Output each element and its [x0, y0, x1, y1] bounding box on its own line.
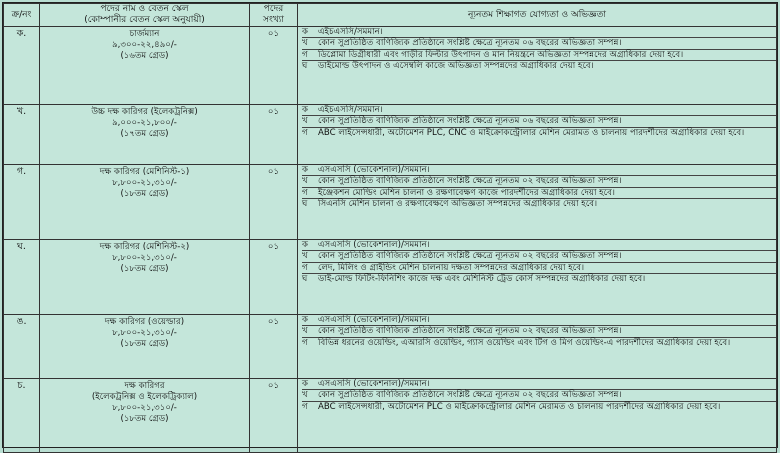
post-scale: ৯,৩০০-২২,৪৯০/-	[112, 40, 177, 50]
post-grade: (১৮তম গ্রেড)	[120, 414, 169, 424]
item-text: এইচএসসি/সমমান।	[318, 105, 383, 115]
item-text: কোন সুপ্রতিষ্ঠিত বাণিজ্যিক প্রতিষ্ঠানে সংশ্লিষ্ট ক্ষেত্রে ন্যূনতম ০২ বছরের অভিজ্ঞতা সম্পন্ন।	[318, 176, 622, 187]
post-cell	[40, 105, 250, 165]
item-key: ক	[302, 27, 309, 37]
qualification-item	[302, 390, 776, 401]
item-text: বিভিন্ন ধরনের ওয়েল্ডিং, এআরসি ওয়েল্ডিং, গ্যাস ওয়েল্ডিং এবং টিগ ও মিগ ওয়েল্ডিং-এ পারদর্শীদের অগ্রাধিকার দেয়া হবে।	[318, 337, 731, 348]
item-key: গ	[302, 187, 308, 198]
table-header-row	[4, 4, 777, 27]
post-count: ০১	[250, 165, 298, 240]
post-cell	[40, 315, 250, 379]
header-post-name	[40, 4, 250, 27]
qualification-item	[302, 402, 776, 412]
qualification-item	[302, 176, 776, 187]
qualification-item	[302, 50, 776, 61]
post-scale: ৯,০০০-২১,৮০০/-	[112, 118, 177, 128]
item-text: কোন সুপ্রতিষ্ঠিত বাণিজ্যিক প্রতিষ্ঠানে সংশ্লিষ্ট ক্ষেত্রে ন্যূনতম ০৬ বছরের অভিজ্ঞতা সম্পন্ন।	[318, 116, 622, 127]
post-grade: (১৮তম গ্রেড)	[120, 339, 169, 349]
item-text: এসএসসি (ভোকেশনাল)/সমমান।	[318, 315, 430, 325]
post-title: উচ্চ দক্ষ কারিগর (ইলেকট্রনিক্স)	[91, 107, 198, 117]
post-title: দক্ষ কারিগর (মেশিনিস্ট-১)	[99, 167, 190, 177]
item-text: কোন সুপ্রতিষ্ঠিত বাণিজ্যিক প্রতিষ্ঠানে সংশ্লিষ্ট ক্ষেত্রে ন্যূনতম ০২ বছরের অভিজ্ঞতা সম্পন্ন।	[318, 390, 622, 401]
item-key: খ	[302, 176, 308, 187]
table-row	[4, 27, 777, 105]
table-row	[4, 240, 777, 315]
item-text: এসএসসি (ভোকেশনাল)/সমমান।	[318, 165, 430, 175]
item-text: ডিপ্লোমা ডিগ্রীধারী এবং গাড়ীর ফিল্টার উৎপাদন ও মান নিয়ন্ত্রনে অভিজ্ঞতা সম্পন্নদের অগ্রাধিকার দেয়া হবে।	[318, 49, 684, 60]
post-title: দক্ষ কারিগর (মেশিনিস্ট-২)	[99, 242, 190, 252]
qualification-item	[302, 199, 776, 209]
qualification-cell	[298, 27, 777, 105]
post-count: ০১	[250, 379, 298, 453]
item-key: খ	[302, 38, 308, 49]
item-text: ডাই-মোল্ড ফিটিং-ফিনিশিং কাজে দক্ষ এবং মেশিনিস্ট ট্রেড কোর্স সম্পন্নদের অগ্রাধিকার দেয়া হবে।	[318, 274, 646, 285]
item-text: এসএসসি (ভোকেশনাল)/সমমান।	[318, 379, 430, 389]
post-cell	[40, 379, 250, 453]
item-text: কোন সুপ্রতিষ্ঠিত বাণিজ্যিক প্রতিষ্ঠানে সংশ্লিষ্ট ক্ষেত্রে ন্যূনতম ০২ বছরের অভিজ্ঞতা সম্পন্ন।	[318, 326, 622, 337]
qualification-item	[302, 240, 776, 251]
item-key: ঘ	[302, 61, 308, 72]
item-text: ABC লাইসেন্সধারী, অটোমেশন PLC, CNC ও মাইক্রোকন্ট্রোলার মেশিন মেরামত ও চালনায় পারদর্শীদের অগ্রাধিকার দেয়া হবে।	[318, 127, 745, 138]
post-grade: (১৬তম গ্রেড)	[120, 51, 169, 61]
qualification-cell	[298, 165, 777, 240]
qualification-cell	[298, 379, 777, 453]
row-serial: ঘ.	[4, 240, 40, 315]
item-key: গ	[302, 127, 308, 138]
post-title: চার্জম্যান	[129, 29, 160, 39]
qualification-item	[302, 128, 776, 138]
item-text: ডাইমোল্ড উৎপাদন ও এসেম্বলি কাজে অভিজ্ঞতা সম্পন্নদের অগ্রাধিকার দেয়া হবে।	[318, 61, 594, 72]
qualification-item	[302, 27, 776, 38]
table-row	[4, 379, 777, 453]
qualification-item	[302, 251, 776, 262]
post-scale: ৮,৮০০-২১,৩১০/-	[112, 403, 177, 413]
post-scale: ৮,৮০০-২১,৩১০/-	[112, 253, 177, 263]
post-cell	[40, 240, 250, 315]
item-key: খ	[302, 251, 308, 262]
post-scale: ৮,৮০০-২১,৩১০/-	[112, 178, 177, 188]
header-count	[250, 4, 298, 27]
header-serial: ক্র/নং	[4, 4, 40, 27]
post-cell	[40, 27, 250, 105]
post-title: দক্ষ কারিগর (ওয়েল্ডার)	[104, 317, 185, 327]
post-scale: ৮,৮০০-২১,৩১০/-	[112, 328, 177, 338]
qualification-item	[302, 38, 776, 49]
qualification-item	[302, 315, 776, 326]
row-serial: গ.	[4, 165, 40, 240]
qualification-item	[302, 326, 776, 337]
item-text: ইঞ্জেকশন মোল্ডিং মেশিন চালনা ও রক্ষণাবেক্ষণ কাজে পারদর্শীদের অগ্রাধিকার দেয়া হবে।	[318, 187, 615, 198]
item-key: গ	[302, 262, 308, 273]
item-key: গ	[302, 401, 308, 412]
qualification-cell	[298, 315, 777, 379]
post-cell	[40, 165, 250, 240]
item-key: ক	[302, 240, 309, 250]
qualification-item	[302, 61, 776, 71]
qualification-item	[302, 274, 776, 284]
table-row	[4, 105, 777, 165]
item-text: এসএসসি (ভোকেশনাল)/সমমান।	[318, 240, 430, 250]
job-requirements-document	[2, 2, 778, 448]
table-row	[4, 315, 777, 379]
qualification-item	[302, 338, 776, 348]
item-key: ক	[302, 315, 309, 325]
qualification-item	[302, 165, 776, 176]
post-count: ০১	[250, 315, 298, 379]
header-qualification: ন্যূনতম শিক্ষাগত যোগ্যতা ও অভিজ্ঞতা	[298, 4, 777, 27]
post-count: ০১	[250, 27, 298, 105]
row-serial: চ.	[4, 379, 40, 453]
post-grade: (১৮তম গ্রেড)	[120, 264, 169, 274]
row-serial: ক.	[4, 27, 40, 105]
post-title: দক্ষ কারিগর	[124, 381, 165, 391]
post-count: ০১	[250, 105, 298, 165]
item-text: কোন সুপ্রতিষ্ঠিত বাণিজ্যিক প্রতিষ্ঠানে সংশ্লিষ্ট ক্ষেত্রে ন্যূনতম ০২ বছরের অভিজ্ঞতা সম্পন্ন।	[318, 251, 622, 262]
item-key: খ	[302, 390, 308, 401]
row-serial: ঙ.	[4, 315, 40, 379]
qualification-item	[302, 379, 776, 390]
qualification-item	[302, 105, 776, 116]
qualification-cell	[298, 240, 777, 315]
item-key: খ	[302, 116, 308, 127]
item-text: ABC লাইসেন্সধারী, অটোমেশন PLC ও মাইক্রোকন্ট্রোলার মেশিন মেরামত ও চালনায় পারদর্শীদের অগ্রাধিকার দেয়া হবে।	[318, 401, 721, 412]
post-grade: (১৮তম গ্রেড)	[120, 189, 169, 199]
header-post-name-line1: পদের নাম ও বেতন স্কেল	[100, 4, 189, 14]
table-row	[4, 165, 777, 240]
item-text: সিএনসি মেশিন চালনা ও রক্ষণাবেক্ষণে অভিজ্ঞতা সম্পন্নদের অগ্রাধিকার দেয়া হবে।	[318, 199, 598, 210]
post-grade: (১৭তম গ্রেড)	[120, 129, 169, 139]
item-key: ক	[302, 379, 309, 389]
row-serial: খ.	[4, 105, 40, 165]
qualification-item	[302, 116, 776, 127]
item-key: ক	[302, 165, 309, 175]
qualification-cell	[298, 105, 777, 165]
header-count-line1: পদের	[263, 4, 284, 14]
post-subtitle: (ইলেকট্রনিক্স ও ইলেকট্রিক্যাল)	[91, 392, 198, 402]
item-key: গ	[302, 49, 308, 60]
item-key: ঘ	[302, 199, 308, 210]
qualification-item	[302, 188, 776, 199]
qualification-item	[302, 263, 776, 274]
header-count-line2: সংখ্যা	[263, 15, 284, 25]
item-key: গ	[302, 337, 308, 348]
item-key: খ	[302, 326, 308, 337]
item-text: লেদ, মিলিং ও গ্রাইন্ডিং মেশিন চালনায় দক্ষতা সম্পন্নদের অগ্রাধিকার দেয়া হবে।	[318, 262, 585, 273]
header-post-name-line2: (কোম্পানীর বেতন স্কেল অনুযায়ী)	[84, 15, 205, 25]
item-text: কোন সুপ্রতিষ্ঠিত বাণিজ্যিক প্রতিষ্ঠানে সংশ্লিষ্ট ক্ষেত্রে ন্যূনতম ০৬ বছরের অভিজ্ঞতা সম্পন্ন।	[318, 38, 622, 49]
item-key: ক	[302, 105, 309, 115]
item-text: এইচএসসি/সমমান।	[318, 27, 383, 37]
item-key: ঘ	[302, 274, 308, 285]
job-table	[3, 3, 777, 453]
post-count: ০১	[250, 240, 298, 315]
